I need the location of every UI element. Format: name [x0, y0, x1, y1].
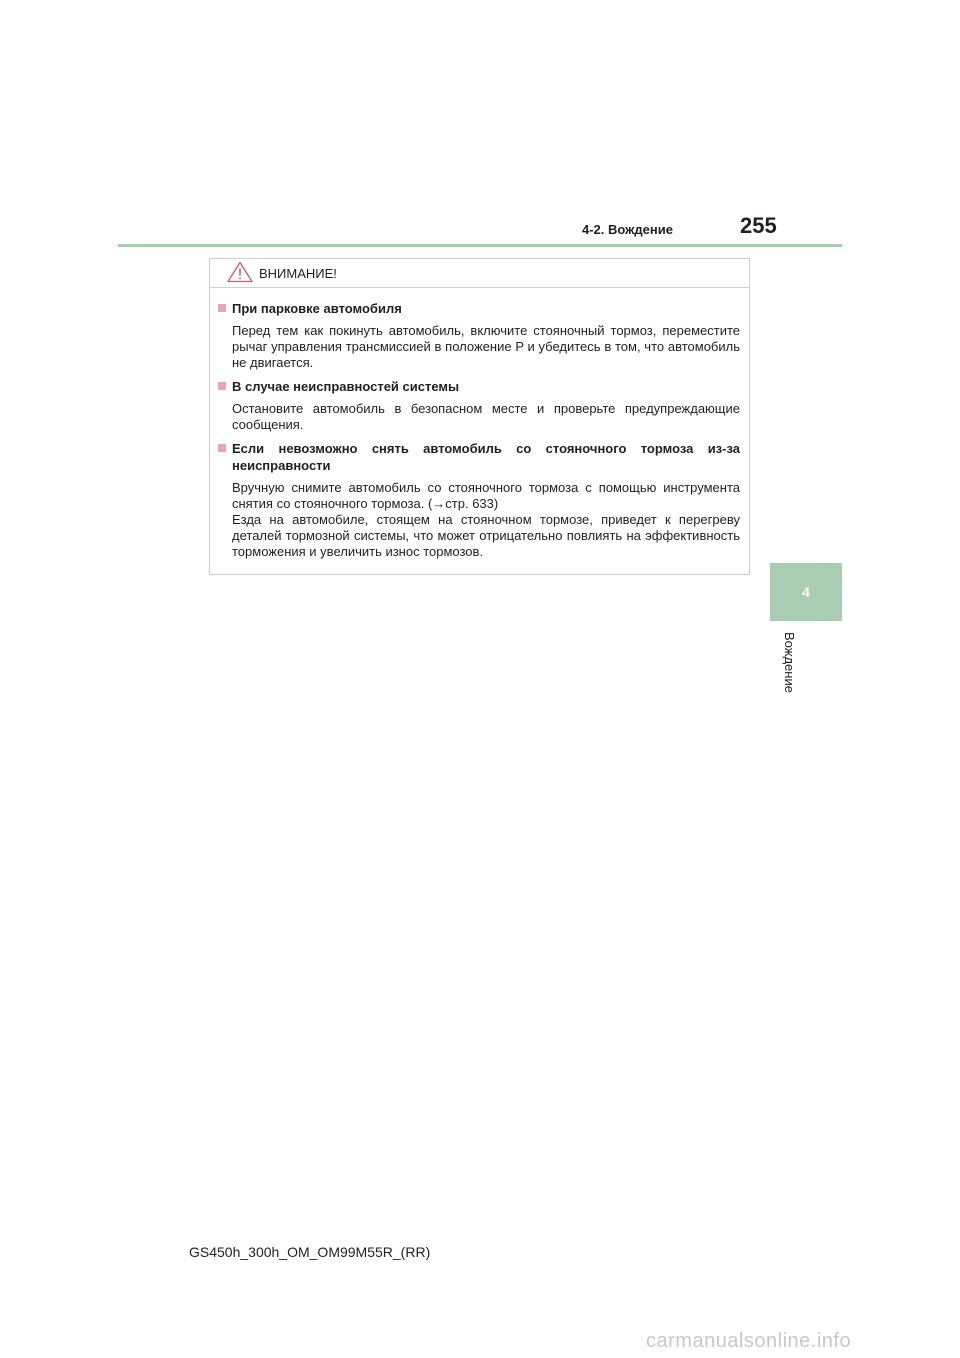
header-divider	[118, 244, 842, 247]
item-heading	[218, 378, 740, 395]
item-heading-text: При парковке автомобиля	[232, 301, 402, 316]
square-bullet-icon	[218, 382, 226, 390]
warning-title: ВНИМАНИЕ!	[259, 265, 337, 281]
warning-header	[210, 259, 749, 288]
paragraph: Езда на автомобиле, стоящем на стояночном тормозе, приведет к перегреву деталей тормозной системы, что может отрицательно повлиять на эффективность торможения и увеличить износ тормозов.	[232, 512, 740, 559]
item-text	[232, 401, 740, 433]
page-number: 255	[740, 213, 777, 238]
warning-triangle-icon	[227, 261, 253, 283]
watermark: carmanualsonline.info	[646, 1330, 852, 1352]
item-heading	[218, 300, 740, 317]
chapter-tab	[770, 563, 842, 621]
item-text	[232, 480, 740, 560]
warning-box	[209, 258, 750, 575]
paragraph: Вручную снимите автомобиль со стояночного тормоза с помощью инструмента снятия со стояночного тормоза. (→стр. 633)	[232, 480, 740, 511]
warning-body	[210, 288, 749, 560]
warning-item-malfunction	[218, 378, 740, 433]
warning-item-parking	[218, 300, 740, 371]
square-bullet-icon	[218, 444, 226, 452]
section-title: 4-2. Вождение	[582, 222, 673, 237]
document-code: GS450h_300h_OM_OM99M55R_(RR)	[189, 1244, 431, 1260]
warning-item-release-failure	[218, 440, 740, 560]
paragraph: Остановите автомобиль в безопасном месте и проверьте предупреждающие сообщения.	[232, 401, 740, 432]
item-heading-text: В случае неисправностей системы	[232, 379, 460, 394]
paragraph: Перед тем как покинуть автомобиль, включите стояночный тормоз, переместите рычаг управления трансмиссией в положение P и убедитесь в том, что автомобиль не двигается.	[232, 323, 740, 370]
item-heading-text: Если невозможно снять автомобиль со стояночного тормоза из-за неисправности	[232, 441, 740, 473]
chapter-label: Вождение	[782, 632, 797, 693]
square-bullet-icon	[218, 304, 226, 312]
item-heading	[218, 440, 740, 474]
item-text	[232, 323, 740, 371]
chapter-number: 4	[802, 584, 810, 600]
